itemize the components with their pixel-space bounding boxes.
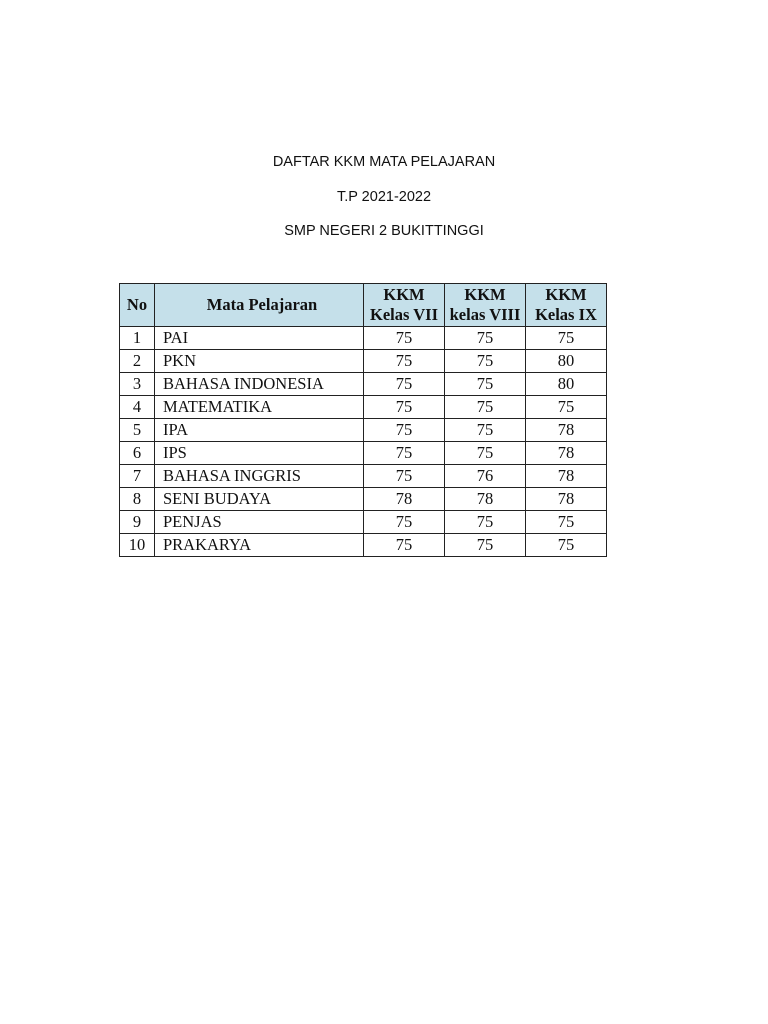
cell-kkm-vii: 75 <box>364 442 445 465</box>
cell-no: 2 <box>120 350 155 373</box>
cell-kkm-vii: 78 <box>364 488 445 511</box>
cell-kkm-viii: 75 <box>445 373 526 396</box>
cell-kkm-ix: 78 <box>526 488 607 511</box>
cell-kkm-ix: 75 <box>526 327 607 350</box>
cell-kkm-ix: 78 <box>526 419 607 442</box>
cell-subject: PAI <box>155 327 364 350</box>
cell-kkm-vii: 75 <box>364 465 445 488</box>
cell-kkm-vii: 75 <box>364 534 445 557</box>
table-row <box>120 511 607 534</box>
cell-kkm-ix: 80 <box>526 373 607 396</box>
cell-subject: PRAKARYA <box>155 534 364 557</box>
cell-kkm-vii: 75 <box>364 373 445 396</box>
header-no: No <box>120 284 155 327</box>
header-kkm-kelas-vii <box>364 284 445 327</box>
cell-no: 5 <box>120 419 155 442</box>
cell-kkm-ix: 78 <box>526 465 607 488</box>
table-header-row <box>120 284 607 327</box>
header-kkm-kelas-viii <box>445 284 526 327</box>
cell-kkm-ix: 75 <box>526 396 607 419</box>
table-row <box>120 350 607 373</box>
cell-subject: PENJAS <box>155 511 364 534</box>
table-row <box>120 442 607 465</box>
table-row <box>120 534 607 557</box>
header-kkm-kelas-ix <box>526 284 607 327</box>
cell-kkm-viii: 76 <box>445 465 526 488</box>
cell-no: 6 <box>120 442 155 465</box>
header-kkm-label: KKM <box>545 285 587 304</box>
table-row <box>120 327 607 350</box>
cell-no: 8 <box>120 488 155 511</box>
cell-kkm-ix: 75 <box>526 511 607 534</box>
cell-subject: IPA <box>155 419 364 442</box>
cell-subject: SENI BUDAYA <box>155 488 364 511</box>
cell-kkm-vii: 75 <box>364 511 445 534</box>
cell-no: 9 <box>120 511 155 534</box>
cell-kkm-vii: 75 <box>364 350 445 373</box>
header-kelas-viii-label: kelas VIII <box>449 305 521 324</box>
cell-kkm-viii: 75 <box>445 419 526 442</box>
table-row <box>120 396 607 419</box>
cell-no: 4 <box>120 396 155 419</box>
cell-kkm-vii: 75 <box>364 419 445 442</box>
table-row <box>120 465 607 488</box>
cell-subject: BAHASA INGGRIS <box>155 465 364 488</box>
cell-kkm-ix: 78 <box>526 442 607 465</box>
header-kkm-label: KKM <box>464 285 506 304</box>
cell-kkm-viii: 75 <box>445 396 526 419</box>
table-row <box>120 419 607 442</box>
kkm-table <box>119 283 607 557</box>
cell-kkm-viii: 75 <box>445 350 526 373</box>
cell-no: 7 <box>120 465 155 488</box>
header-kkm-label: KKM <box>383 285 425 304</box>
cell-kkm-vii: 75 <box>364 396 445 419</box>
header-subject: Mata Pelajaran <box>155 284 364 327</box>
cell-kkm-viii: 78 <box>445 488 526 511</box>
school-name: SMP NEGERI 2 BUKITTINGGI <box>284 223 484 239</box>
cell-kkm-vii: 75 <box>364 327 445 350</box>
cell-subject: BAHASA INDONESIA <box>155 373 364 396</box>
cell-no: 10 <box>120 534 155 557</box>
table-row <box>120 373 607 396</box>
table-row <box>120 488 607 511</box>
cell-no: 3 <box>120 373 155 396</box>
cell-subject: PKN <box>155 350 364 373</box>
cell-kkm-viii: 75 <box>445 534 526 557</box>
cell-kkm-viii: 75 <box>445 511 526 534</box>
cell-subject: MATEMATIKA <box>155 396 364 419</box>
cell-kkm-viii: 75 <box>445 442 526 465</box>
header-kelas-ix-label: Kelas IX <box>535 305 597 324</box>
cell-kkm-ix: 80 <box>526 350 607 373</box>
academic-year: T.P 2021-2022 <box>336 189 432 205</box>
cell-subject: IPS <box>155 442 364 465</box>
cell-no: 1 <box>120 327 155 350</box>
cell-kkm-ix: 75 <box>526 534 607 557</box>
document-title: DAFTAR KKM MATA PELAJARAN <box>272 154 496 170</box>
header-kelas-vii-label: Kelas VII <box>370 305 438 324</box>
cell-kkm-viii: 75 <box>445 327 526 350</box>
